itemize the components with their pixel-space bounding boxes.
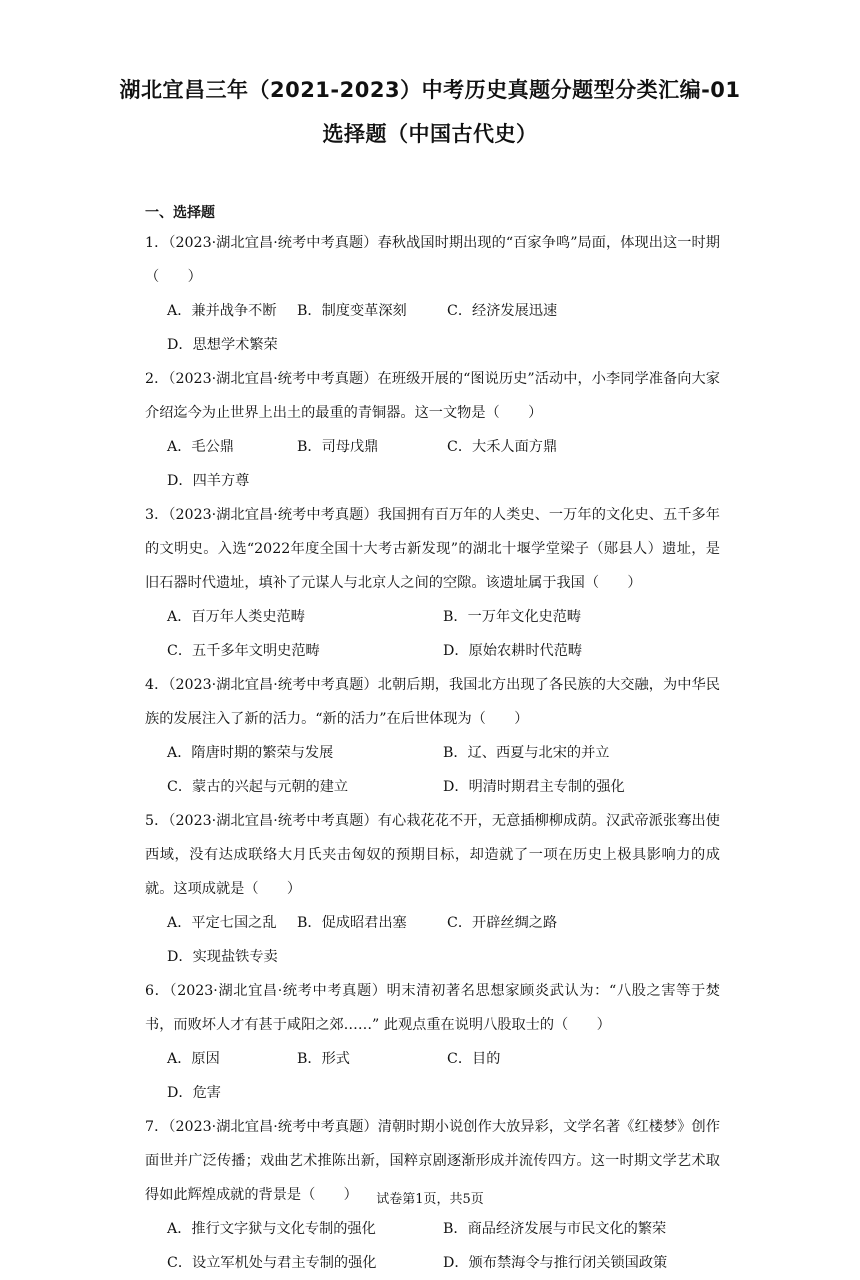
options <box>145 736 720 804</box>
option-a[interactable]: A．平定七国之乱 <box>167 915 277 931</box>
question-3 <box>145 498 720 668</box>
option-b[interactable]: B．形式 <box>297 1051 350 1067</box>
option-b[interactable]: B．一万年文化史范畴 <box>443 609 582 625</box>
options <box>145 1042 720 1110</box>
option-c[interactable]: C．五千多年文明史范畴 <box>167 643 320 659</box>
option-a[interactable]: A．百万年人类史范畴 <box>167 609 305 625</box>
question-list <box>145 226 720 1280</box>
option-c[interactable]: C．大禾人面方鼎 <box>447 439 558 455</box>
option-b[interactable]: B．司母戊鼎 <box>297 439 379 455</box>
option-c[interactable]: C．蒙古的兴起与元朝的建立 <box>167 779 349 795</box>
page-footer: 试卷第1页，共5页 <box>376 1192 484 1207</box>
option-a[interactable]: A．原因 <box>167 1051 220 1067</box>
option-a[interactable]: A．兼并战争不断 <box>167 303 277 319</box>
option-d[interactable]: D．颁布禁海令与推行闭关锁国政策 <box>443 1255 668 1271</box>
question-6 <box>145 974 720 1110</box>
option-b[interactable]: B．商品经济发展与市民文化的繁荣 <box>443 1221 667 1237</box>
option-b[interactable]: B．制度变革深刻 <box>297 303 407 319</box>
options <box>145 294 720 362</box>
options <box>145 906 720 974</box>
option-d[interactable]: D．四羊方尊 <box>167 473 250 489</box>
option-c[interactable]: C．开辟丝绸之路 <box>447 915 558 931</box>
option-d[interactable]: D．危害 <box>167 1085 221 1101</box>
option-c[interactable]: C．目的 <box>447 1051 501 1067</box>
section-heading: 一、选择题 <box>145 205 215 221</box>
options <box>145 430 720 498</box>
question-text: 4．（2023·湖北宜昌·统考中考真题）北朝后期，我国北方出现了各民族的大交融，为中华民族的发展注入了新的活力。“新的活力”在后世体现为（ ） <box>145 677 720 727</box>
option-d[interactable]: D．实现盐铁专卖 <box>167 949 278 965</box>
document-title-line-1: 湖北宜昌三年（2021-2023）中考历史真题分题型分类汇编-01 <box>119 78 741 102</box>
question-4 <box>145 668 720 804</box>
question-5 <box>145 804 720 974</box>
question-text: 6．（2023·湖北宜昌·统考中考真题）明末清初著名思想家顾炎武认为：“八股之害等于焚书，而败坏人才有甚于咸阳之郊……” 此观点重在说明八股取士的（ ） <box>145 983 720 1033</box>
question-2 <box>145 362 720 498</box>
option-c[interactable]: C．经济发展迅速 <box>447 303 558 319</box>
option-b[interactable]: B．辽、西夏与北宋的并立 <box>443 745 610 761</box>
question-text: 7．（2023·湖北宜昌·统考中考真题）清朝时期小说创作大放异彩，文学名著《红楼梦》创作面世并广泛传播；戏曲艺术推陈出新，国粹京剧逐渐形成并流传四方。这一时期文学艺术取得如此辉煌成就的背景是（ ） <box>145 1119 720 1203</box>
document-title-line-2: 选择题（中国古代史） <box>322 122 538 146</box>
options <box>145 1212 720 1280</box>
question-1 <box>145 226 720 362</box>
options <box>145 600 720 668</box>
question-text: 2．（2023·湖北宜昌·统考中考真题）在班级开展的“图说历史”活动中，小李同学准备向大家介绍迄今为止世界上出土的最重的青铜器。这一文物是（ ） <box>145 371 720 421</box>
option-c[interactable]: C．设立军机处与君主专制的强化 <box>167 1255 377 1271</box>
option-a[interactable]: A．隋唐时期的繁荣与发展 <box>167 745 334 761</box>
question-text: 5．（2023·湖北宜昌·统考中考真题）有心栽花花不开，无意插柳柳成荫。汉武帝派张骞出使西域，没有达成联络大月氏夹击匈奴的预期目标，却造就了一项在历史上极具影响力的成就。这项成就是（ ） <box>145 813 720 897</box>
option-a[interactable]: A．推行文字狱与文化专制的强化 <box>167 1221 376 1237</box>
option-d[interactable]: D．原始农耕时代范畴 <box>443 643 583 659</box>
option-a[interactable]: A．毛公鼎 <box>167 439 234 455</box>
option-d[interactable]: D．明清时期君主专制的强化 <box>443 779 625 795</box>
question-text: 3．（2023·湖北宜昌·统考中考真题）我国拥有百万年的人类史、一万年的文化史、五千多年的文明史。入选“2022年度全国十大考古新发现”的湖北十堰学堂梁子（郧县人）遗址，是旧石器时代遗址，填补了元谋人与北京人之间的空隙。该遗址属于我国（ ） <box>145 507 720 591</box>
question-text: 1．（2023·湖北宜昌·统考中考真题）春秋战国时期出现的“百家争鸣”局面，体现出这一时期（ ） <box>145 235 720 285</box>
option-b[interactable]: B．促成昭君出塞 <box>297 915 407 931</box>
option-d[interactable]: D．思想学术繁荣 <box>167 337 278 353</box>
